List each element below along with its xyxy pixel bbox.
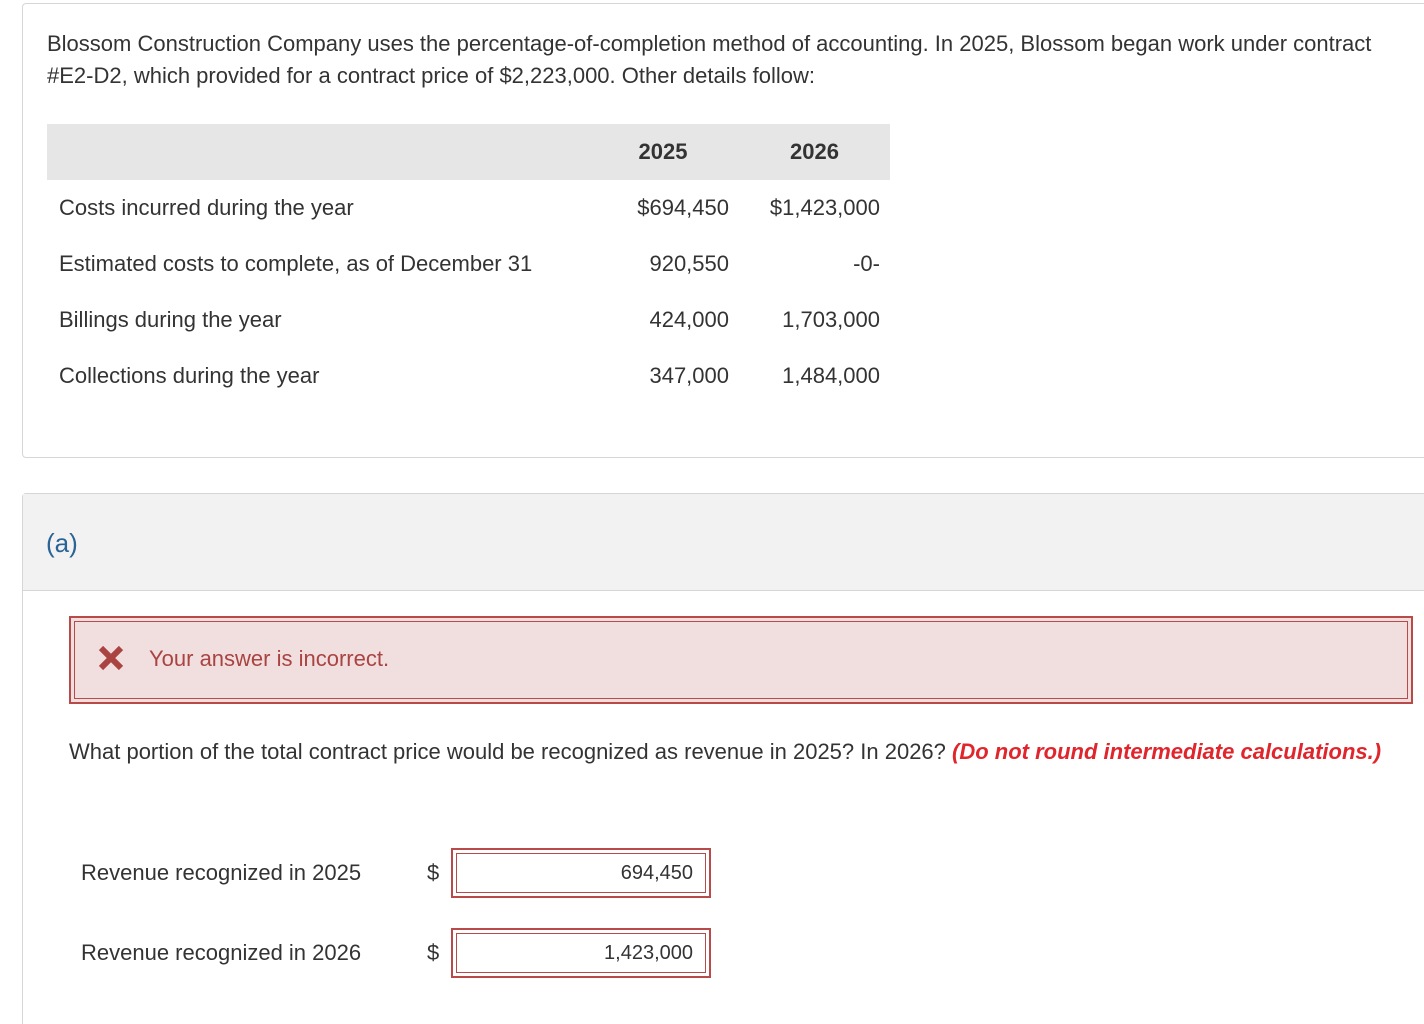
row-value-2026: $1,423,000 (769, 195, 880, 220)
part-letter: (a) (46, 528, 78, 558)
close-x-icon (97, 644, 125, 672)
row-value-2025: 424,000 (649, 307, 729, 332)
table-header-2026: 2026 (790, 139, 839, 164)
row-value-2025: $694,450 (637, 195, 729, 220)
row-value-2025: 920,550 (649, 251, 729, 276)
row-label: Estimated costs to complete, as of December 31 (59, 251, 533, 276)
table-header-2025: 2025 (638, 139, 688, 164)
answer-label-2026: Revenue recognized in 2026 (81, 940, 362, 965)
question-text (69, 736, 1389, 768)
revenue-2026-input[interactable] (456, 933, 706, 973)
answer-box-2025 (451, 848, 711, 898)
row-value-2026: -0- (853, 251, 880, 276)
table-row (47, 292, 890, 348)
table-header-label (47, 124, 587, 180)
rounding-hint: (Do not round intermediate calculations.) (952, 739, 1382, 764)
table-row (47, 236, 890, 292)
row-label: Costs incurred during the year (59, 195, 354, 220)
question-prompt: What portion of the total contract price would be recognized as revenue in 2025? In 2026? (69, 739, 946, 764)
table-row (47, 180, 890, 236)
incorrect-feedback-banner (69, 616, 1413, 704)
part-a-card (22, 493, 1424, 1024)
row-label: Collections during the year (59, 363, 320, 388)
feedback-message: Your answer is incorrect. (149, 646, 390, 671)
row-label: Billings during the year (59, 307, 282, 332)
answer-box-2026 (451, 928, 711, 978)
contract-details-table (47, 124, 890, 404)
problem-card (22, 3, 1424, 458)
part-a-header (23, 494, 1424, 591)
problem-intro: Blossom Construction Company uses the percentage-of-completion method of accounting. In 2025, Blossom began work under contract #E2-D2, which provided for a contract price of $2,223,000. Other details follow: (47, 31, 1372, 88)
answer-label-2025: Revenue recognized in 2025 (81, 860, 362, 885)
table-row (47, 348, 890, 404)
currency-symbol: $ (427, 940, 440, 965)
row-value-2026: 1,484,000 (782, 363, 880, 388)
currency-symbol: $ (427, 860, 440, 885)
row-value-2025: 347,000 (649, 363, 729, 388)
revenue-2025-input[interactable] (456, 853, 706, 893)
row-value-2026: 1,703,000 (782, 307, 880, 332)
table-header-row (47, 124, 890, 180)
